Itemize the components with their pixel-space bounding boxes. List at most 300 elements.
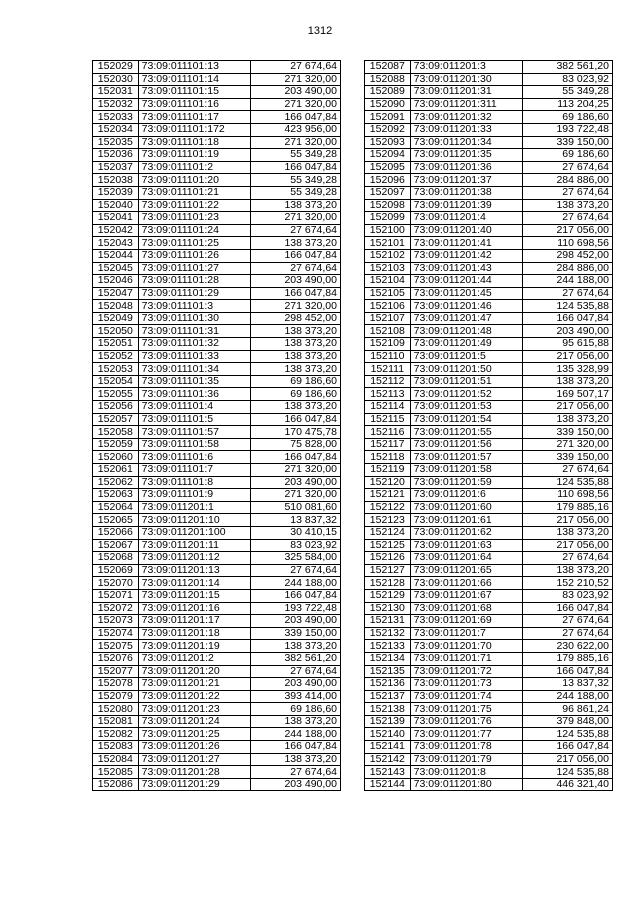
record-id-cell: 152053 [93,363,139,376]
record-id-cell: 152054 [93,375,139,388]
amount-cell: 138 373,20 [522,375,612,388]
cadastral-number-cell: 73:09:011101:22 [138,199,250,212]
record-id-cell: 152052 [93,350,139,363]
amount-cell: 339 150,00 [522,136,612,149]
amount-cell: 27 674,64 [250,665,340,678]
record-id-cell: 152101 [365,237,411,250]
cadastral-number-cell: 73:09:011201:17 [138,615,250,628]
cadastral-number-cell: 73:09:011201:41 [410,237,522,250]
cadastral-number-cell: 73:09:011201:100 [138,526,250,539]
cadastral-number-cell: 73:09:011201:50 [410,363,522,376]
amount-cell: 271 320,00 [522,438,612,451]
cadastral-number-cell: 73:09:011101:35 [138,375,250,388]
cadastral-number-cell: 73:09:011201:31 [410,86,522,99]
table-row [365,589,613,602]
record-id-cell: 152131 [365,615,411,628]
record-id-cell: 152122 [365,501,411,514]
table-row [93,426,341,439]
amount-cell: 393 414,00 [250,690,340,703]
table-row [365,111,613,124]
record-id-cell: 152069 [93,564,139,577]
table-row [93,199,341,212]
table-row [365,186,613,199]
amount-cell: 55 349,28 [250,174,340,187]
cadastral-number-cell: 73:09:011101:58 [138,438,250,451]
cadastral-number-cell: 73:09:011201:21 [138,678,250,691]
cadastral-number-cell: 73:09:011101:30 [138,312,250,325]
cadastral-number-cell: 73:09:011201:71 [410,652,522,665]
cadastral-number-cell: 73:09:011101:34 [138,363,250,376]
cadastral-number-cell: 73:09:011201:47 [410,312,522,325]
amount-cell: 69 186,60 [250,703,340,716]
record-id-cell: 152099 [365,212,411,225]
table-row [365,98,613,111]
table-row [93,186,341,199]
record-id-cell: 152033 [93,111,139,124]
record-id-cell: 152104 [365,275,411,288]
amount-cell: 13 837,32 [522,678,612,691]
amount-cell: 138 373,20 [522,526,612,539]
record-id-cell: 152142 [365,753,411,766]
cadastral-number-cell: 73:09:011201:79 [410,753,522,766]
record-id-cell: 152135 [365,665,411,678]
cadastral-number-cell: 73:09:011201:19 [138,640,250,653]
cadastral-number-cell: 73:09:011201:43 [410,262,522,275]
table-row [365,489,613,502]
table-row [365,249,613,262]
amount-cell: 27 674,64 [250,262,340,275]
amount-cell: 138 373,20 [250,338,340,351]
record-id-cell: 152140 [365,728,411,741]
cadastral-number-cell: 73:09:011201:49 [410,338,522,351]
cadastral-number-cell: 73:09:011201:10 [138,514,250,527]
table-row [93,249,341,262]
record-id-cell: 152056 [93,401,139,414]
record-id-cell: 152143 [365,766,411,779]
record-id-cell: 152062 [93,476,139,489]
ledger-table-right [364,60,613,791]
amount-cell: 230 622,00 [522,640,612,653]
amount-cell: 166 047,84 [522,312,612,325]
record-id-cell: 152078 [93,678,139,691]
record-id-cell: 152081 [93,715,139,728]
cadastral-number-cell: 73:09:011101:19 [138,149,250,162]
record-id-cell: 152043 [93,237,139,250]
record-id-cell: 152113 [365,388,411,401]
amount-cell: 298 452,00 [250,312,340,325]
amount-cell: 271 320,00 [250,300,340,313]
record-id-cell: 152067 [93,539,139,552]
table-row [365,73,613,86]
cadastral-number-cell: 73:09:011201:35 [410,149,522,162]
cadastral-number-cell: 73:09:011201:25 [138,728,250,741]
cadastral-number-cell: 73:09:011201:33 [410,123,522,136]
record-id-cell: 152035 [93,136,139,149]
table-row [365,501,613,514]
amount-cell: 138 373,20 [250,363,340,376]
amount-cell: 203 490,00 [250,86,340,99]
table-row [93,123,341,136]
amount-cell: 27 674,64 [250,224,340,237]
cadastral-number-cell: 73:09:011201:64 [410,552,522,565]
cadastral-number-cell: 73:09:011101:32 [138,338,250,351]
cadastral-number-cell: 73:09:011201:22 [138,690,250,703]
amount-cell: 138 373,20 [250,350,340,363]
record-id-cell: 152050 [93,325,139,338]
record-id-cell: 152094 [365,149,411,162]
record-id-cell: 152130 [365,602,411,615]
amount-cell: 138 373,20 [522,564,612,577]
record-id-cell: 152125 [365,539,411,552]
amount-cell: 271 320,00 [250,212,340,225]
amount-cell: 271 320,00 [250,73,340,86]
cadastral-number-cell: 73:09:011201:53 [410,401,522,414]
record-id-cell: 152038 [93,174,139,187]
table-row [365,426,613,439]
record-id-cell: 152137 [365,690,411,703]
table-row [365,136,613,149]
cadastral-number-cell: 73:09:011201:56 [410,438,522,451]
amount-cell: 271 320,00 [250,136,340,149]
cadastral-number-cell: 73:09:011101:25 [138,237,250,250]
cadastral-number-cell: 73:09:011201:51 [410,375,522,388]
table-row [93,690,341,703]
table-row [93,388,341,401]
amount-cell: 166 047,84 [522,602,612,615]
record-id-cell: 152119 [365,464,411,477]
cadastral-number-cell: 73:09:011101:9 [138,489,250,502]
cadastral-number-cell: 73:09:011101:4 [138,401,250,414]
amount-cell: 423 956,00 [250,123,340,136]
amount-cell: 96 861,24 [522,703,612,716]
cadastral-number-cell: 73:09:011201:30 [410,73,522,86]
cadastral-number-cell: 73:09:011201:52 [410,388,522,401]
record-id-cell: 152049 [93,312,139,325]
amount-cell: 179 885,16 [522,652,612,665]
cadastral-number-cell: 73:09:011201:80 [410,778,522,791]
table-row [365,300,613,313]
record-id-cell: 152117 [365,438,411,451]
amount-cell: 203 490,00 [522,325,612,338]
amount-cell: 135 328,99 [522,363,612,376]
amount-cell: 69 186,60 [250,375,340,388]
record-id-cell: 152034 [93,123,139,136]
table-row [93,526,341,539]
table-row [365,224,613,237]
amount-cell: 271 320,00 [250,98,340,111]
amount-cell: 83 023,92 [522,589,612,602]
record-id-cell: 152098 [365,199,411,212]
amount-cell: 138 373,20 [250,199,340,212]
table-row [93,86,341,99]
table-row [93,665,341,678]
cadastral-number-cell: 73:09:011101:15 [138,86,250,99]
record-id-cell: 152058 [93,426,139,439]
table-row [365,715,613,728]
amount-cell: 379 848,00 [522,715,612,728]
amount-cell: 203 490,00 [250,275,340,288]
record-id-cell: 152087 [365,61,411,74]
record-id-cell: 152139 [365,715,411,728]
amount-cell: 339 150,00 [522,451,612,464]
record-id-cell: 152077 [93,665,139,678]
record-id-cell: 152118 [365,451,411,464]
amount-cell: 166 047,84 [250,451,340,464]
record-id-cell: 152065 [93,514,139,527]
cadastral-number-cell: 73:09:011201:26 [138,741,250,754]
amount-cell: 138 373,20 [522,413,612,426]
cadastral-number-cell: 73:09:011201:37 [410,174,522,187]
table-row [93,451,341,464]
record-id-cell: 152115 [365,413,411,426]
table-row [365,275,613,288]
cadastral-number-cell: 73:09:011201:3 [410,61,522,74]
table-row [93,149,341,162]
cadastral-number-cell: 73:09:011201:59 [410,476,522,489]
cadastral-number-cell: 73:09:011201:23 [138,703,250,716]
record-id-cell: 152061 [93,464,139,477]
table-row [93,577,341,590]
table-row [93,627,341,640]
cadastral-number-cell: 73:09:011201:42 [410,249,522,262]
table-row [93,300,341,313]
table-row [365,678,613,691]
table-row [365,665,613,678]
table-row [365,539,613,552]
cadastral-number-cell: 73:09:011201:67 [410,589,522,602]
record-id-cell: 152141 [365,741,411,754]
table-row [93,275,341,288]
cadastral-number-cell: 73:09:011101:6 [138,451,250,464]
amount-cell: 138 373,20 [250,640,340,653]
amount-cell: 166 047,84 [250,413,340,426]
table-row [93,325,341,338]
record-id-cell: 152120 [365,476,411,489]
cadastral-number-cell: 73:09:011101:24 [138,224,250,237]
record-id-cell: 152073 [93,615,139,628]
table-row [365,161,613,174]
cadastral-number-cell: 73:09:011101:5 [138,413,250,426]
cadastral-number-cell: 73:09:011201:39 [410,199,522,212]
cadastral-number-cell: 73:09:011101:28 [138,275,250,288]
table-row [365,438,613,451]
record-id-cell: 152064 [93,501,139,514]
amount-cell: 27 674,64 [522,464,612,477]
record-id-cell: 152092 [365,123,411,136]
table-row [365,526,613,539]
amount-cell: 69 186,60 [522,149,612,162]
record-id-cell: 152042 [93,224,139,237]
record-id-cell: 152031 [93,86,139,99]
table-row [365,753,613,766]
table-row [365,262,613,275]
cadastral-number-cell: 73:09:011101:17 [138,111,250,124]
table-row [365,413,613,426]
amount-cell: 446 321,40 [522,778,612,791]
ledger-body-left [93,61,341,791]
cadastral-number-cell: 73:09:011201:5 [410,350,522,363]
cadastral-number-cell: 73:09:011201:27 [138,753,250,766]
table-row [365,174,613,187]
amount-cell: 244 188,00 [522,275,612,288]
record-id-cell: 152048 [93,300,139,313]
cadastral-number-cell: 73:09:011201:77 [410,728,522,741]
record-id-cell: 152097 [365,186,411,199]
cadastral-number-cell: 73:09:011201:7 [410,627,522,640]
table-row [93,262,341,275]
amount-cell: 83 023,92 [250,539,340,552]
amount-cell: 110 698,56 [522,489,612,502]
amount-cell: 113 204,25 [522,98,612,111]
cadastral-number-cell: 73:09:011201:65 [410,564,522,577]
amount-cell: 27 674,64 [522,161,612,174]
amount-cell: 75 828,00 [250,438,340,451]
table-row [93,375,341,388]
cadastral-number-cell: 73:09:011201:15 [138,589,250,602]
amount-cell: 30 410,15 [250,526,340,539]
table-row [365,451,613,464]
table-row [93,338,341,351]
table-row [93,728,341,741]
table-row [365,237,613,250]
amount-cell: 166 047,84 [250,741,340,754]
cadastral-number-cell: 73:09:011201:40 [410,224,522,237]
table-row [365,287,613,300]
table-row [93,438,341,451]
cadastral-number-cell: 73:09:011201:2 [138,652,250,665]
page-number: 1312 [307,25,333,37]
table-row [93,350,341,363]
table-row [93,413,341,426]
amount-cell: 271 320,00 [250,489,340,502]
record-id-cell: 152071 [93,589,139,602]
cadastral-number-cell: 73:09:011201:44 [410,275,522,288]
amount-cell: 124 535,88 [522,728,612,741]
table-row [365,778,613,791]
cadastral-number-cell: 73:09:011201:69 [410,615,522,628]
record-id-cell: 152095 [365,161,411,174]
amount-cell: 166 047,84 [250,111,340,124]
cadastral-number-cell: 73:09:011201:6 [410,489,522,502]
record-id-cell: 152123 [365,514,411,527]
table-row [365,123,613,136]
table-row [93,552,341,565]
cadastral-number-cell: 73:09:011101:21 [138,186,250,199]
table-row [365,640,613,653]
table-row [365,602,613,615]
table-row [93,312,341,325]
amount-cell: 83 023,92 [522,73,612,86]
cadastral-number-cell: 73:09:011201:62 [410,526,522,539]
record-id-cell: 152080 [93,703,139,716]
table-row [365,703,613,716]
amount-cell: 166 047,84 [250,589,340,602]
record-id-cell: 152076 [93,652,139,665]
record-id-cell: 152138 [365,703,411,716]
amount-cell: 244 188,00 [250,577,340,590]
record-id-cell: 152136 [365,678,411,691]
record-id-cell: 152105 [365,287,411,300]
cadastral-number-cell: 73:09:011201:20 [138,665,250,678]
record-id-cell: 152127 [365,564,411,577]
table-row [365,728,613,741]
amount-cell: 13 837,32 [250,514,340,527]
table-row [93,778,341,791]
record-id-cell: 152047 [93,287,139,300]
amount-cell: 169 507,17 [522,388,612,401]
amount-cell: 166 047,84 [250,287,340,300]
table-row [365,388,613,401]
amount-cell: 193 722,48 [250,602,340,615]
record-id-cell: 152041 [93,212,139,225]
record-id-cell: 152051 [93,338,139,351]
amount-cell: 244 188,00 [522,690,612,703]
table-row [93,401,341,414]
amount-cell: 284 886,00 [522,174,612,187]
amount-cell: 170 475,78 [250,426,340,439]
cadastral-number-cell: 73:09:011201:70 [410,640,522,653]
table-row [365,514,613,527]
amount-cell: 27 674,64 [250,564,340,577]
cadastral-number-cell: 73:09:011201:75 [410,703,522,716]
record-id-cell: 152039 [93,186,139,199]
amount-cell: 27 674,64 [522,212,612,225]
cadastral-number-cell: 73:09:011201:14 [138,577,250,590]
record-id-cell: 152093 [365,136,411,149]
cadastral-number-cell: 73:09:011101:18 [138,136,250,149]
table-row [365,766,613,779]
table-row [365,476,613,489]
amount-cell: 124 535,88 [522,476,612,489]
table-row [93,602,341,615]
record-id-cell: 152134 [365,652,411,665]
table-row [365,577,613,590]
cadastral-number-cell: 73:09:011101:8 [138,476,250,489]
cadastral-number-cell: 73:09:011201:54 [410,413,522,426]
table-row [93,174,341,187]
record-id-cell: 152045 [93,262,139,275]
cadastral-number-cell: 73:09:011101:36 [138,388,250,401]
table-row [93,766,341,779]
table-row [93,224,341,237]
cadastral-number-cell: 73:09:011201:63 [410,539,522,552]
table-row [365,363,613,376]
record-id-cell: 152084 [93,753,139,766]
record-id-cell: 152070 [93,577,139,590]
amount-cell: 27 674,64 [522,287,612,300]
amount-cell: 110 698,56 [522,237,612,250]
table-row [93,501,341,514]
record-id-cell: 152083 [93,741,139,754]
cadastral-number-cell: 73:09:011201:45 [410,287,522,300]
amount-cell: 217 056,00 [522,753,612,766]
cadastral-number-cell: 73:09:011101:57 [138,426,250,439]
amount-cell: 325 584,00 [250,552,340,565]
table-row [93,640,341,653]
record-id-cell: 152103 [365,262,411,275]
cadastral-number-cell: 73:09:011201:68 [410,602,522,615]
cadastral-number-cell: 73:09:011201:12 [138,552,250,565]
cadastral-number-cell: 73:09:011201:8 [410,766,522,779]
cadastral-number-cell: 73:09:011201:66 [410,577,522,590]
amount-cell: 69 186,60 [250,388,340,401]
record-id-cell: 152040 [93,199,139,212]
record-id-cell: 152096 [365,174,411,187]
record-id-cell: 152133 [365,640,411,653]
amount-cell: 138 373,20 [250,715,340,728]
table-row [93,61,341,74]
table-row [93,753,341,766]
